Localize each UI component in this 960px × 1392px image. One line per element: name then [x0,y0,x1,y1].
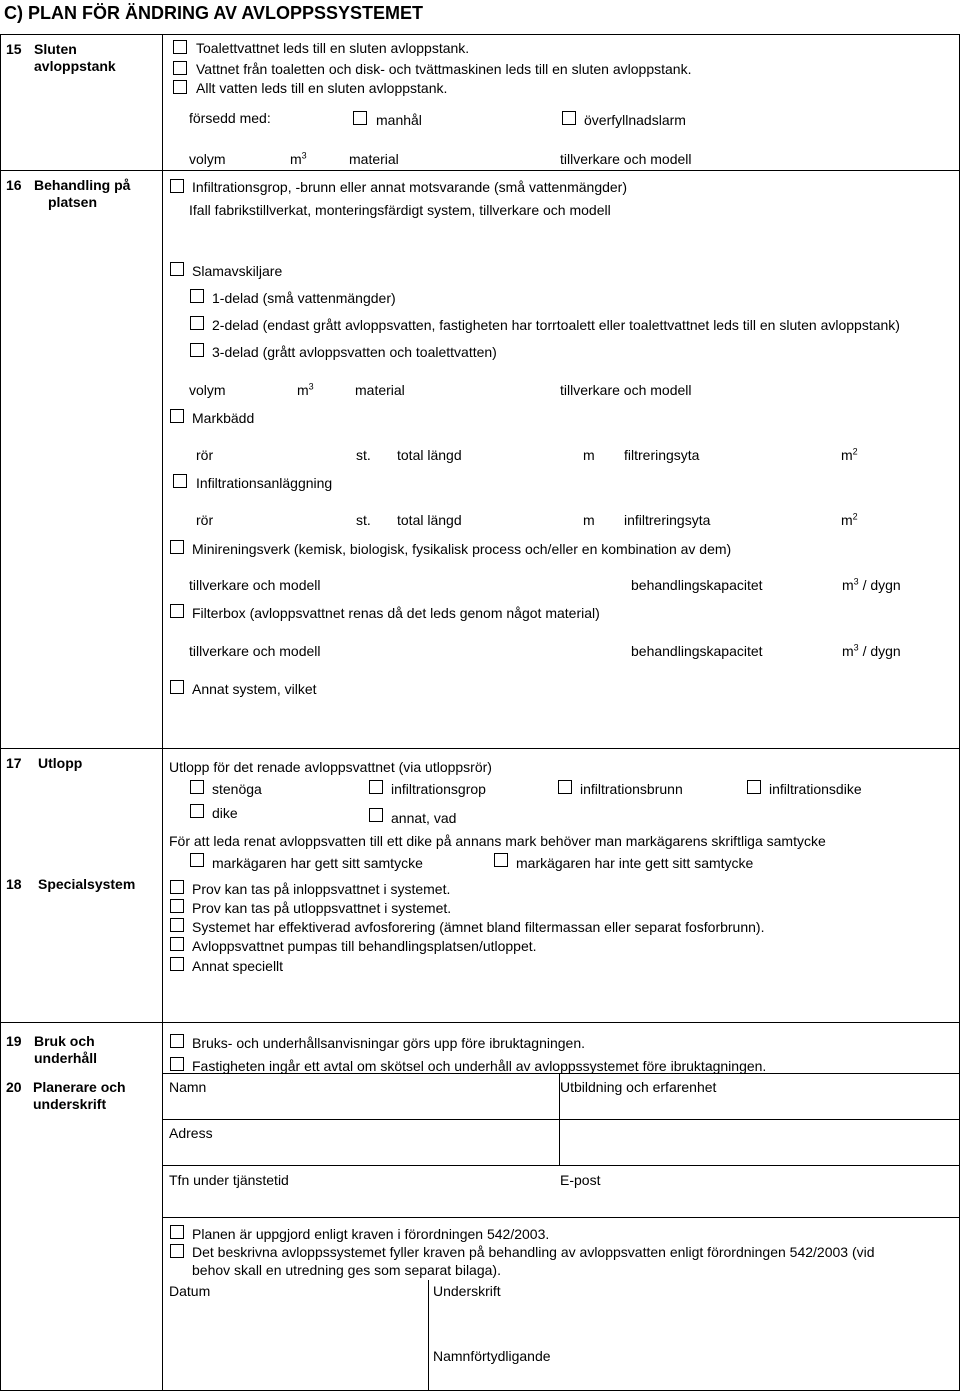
checkbox-toalettvattnet[interactable] [173,40,187,54]
checkbox-filterbox[interactable] [170,604,184,618]
option-label: Bruks- och underhållsanvisningar görs upp före ibruktagningen. [192,1035,586,1051]
field-label: volym [189,382,226,398]
checkbox-manhal[interactable] [353,111,367,125]
unit-label: $m^3$ / dygn [842,642,901,659]
divider [162,1217,960,1218]
unit-label: $m^3$ [290,150,307,167]
divider [0,170,960,171]
checkbox-markbadd[interactable] [170,409,184,423]
checkbox-3-delad[interactable] [190,343,204,357]
checkbox-plan-forordning[interactable] [170,1225,184,1239]
checkbox-allt-vatten[interactable] [173,80,187,94]
checkbox-infiltrationsgrop-utlopp[interactable] [369,780,383,794]
option-label: infiltrationsdike [769,781,862,797]
field-label: st. [356,447,371,463]
checkbox-samtycke-ja[interactable] [190,853,204,867]
option-label: 1-delad (små vattenmängder) [212,290,396,306]
divider [162,34,163,170]
section-label: Utlopp [38,755,83,771]
option-label: manhål [376,112,422,128]
option-label: Det beskrivna avloppssystemet fyller kraven på behandling av avloppsvatten enligt förordningen 542/2003 (vid [192,1244,875,1260]
namn-field[interactable]: Namn [169,1079,207,1095]
checkbox-1-delad[interactable] [190,289,204,303]
field-label: tillverkare och modell [189,577,321,593]
checkbox-avfosforering[interactable] [170,918,184,932]
checkbox-infiltrationsbrunn[interactable] [558,780,572,794]
field-label: total längd [397,512,462,528]
utbildning-field[interactable]: Utbildning och erfarenhet [560,1079,717,1095]
checkbox-krav-uppfyllda[interactable] [170,1244,184,1258]
option-label: Prov kan tas på inloppsvattnet i systemet. [192,881,451,897]
section-label: Planerare och [33,1079,126,1095]
section-number: 16 [6,177,22,193]
section-number: 18 [6,876,22,892]
option-label: Filterbox (avloppsvattnet renas då det leds genom något material) [192,605,600,621]
field-label: försedd med: [189,110,271,126]
checkbox-pumpas[interactable] [170,937,184,951]
field-label: Utlopp för det renade avloppsvattnet (via utloppsrör) [169,759,492,775]
option-label: 2-delad (endast grått avloppsvatten, fastigheten har torrtoalett eller toalettvattnet leds till en sluten avloppstank) [212,317,900,333]
checkbox-overfyllnadslarm[interactable] [562,111,576,125]
checkbox-annat-speciellt[interactable] [170,957,184,971]
adress-field[interactable]: Adress [169,1125,213,1141]
divider [0,748,960,749]
field-label: st. [356,512,371,528]
option-label: Infiltrationsanläggning [196,475,333,491]
option-label: 3-delad (grått avloppsvatten och toalettvatten) [212,344,497,360]
option-label: infiltrationsbrunn [580,781,683,797]
field-label: För att leda renat avloppsvatten till ett dike på annans mark behöver man markägarens skriftliga samtycke [169,833,826,849]
option-label: Annat system, vilket [192,681,317,697]
option-label: markägaren har gett sitt samtycke [212,855,423,871]
divider [162,1119,960,1120]
section-label: platsen [48,194,98,210]
divider [162,170,163,748]
checkbox-infiltrationsgrop[interactable] [170,179,184,193]
divider [162,1165,960,1166]
checkbox-infiltrationsdike[interactable] [747,780,761,794]
section-label: avloppstank [34,58,116,74]
option-label: överfyllnadslarm [584,112,686,128]
section-number: 20 [6,1079,22,1095]
section-label: Specialsystem [38,876,136,892]
section-number: 19 [6,1033,22,1049]
option-label: Fastigheten ingår ett avtal om skötsel och underhåll av avloppssystemet före ibruktagningen. [192,1058,767,1074]
divider [162,748,163,1022]
field-label: tillverkare och modell [560,382,692,398]
option-label: Vattnet från toaletten och disk- och tvättmaskinen leds till en sluten avloppstank. [196,61,692,77]
checkbox-slamavskiljare[interactable] [170,262,184,276]
field-label: tillverkare och modell [189,643,321,659]
option-label: Systemet har effektiverad avfosforering (ämnet bland filtermassan eller separat fosforbrunn). [192,919,765,935]
option-label: Prov kan tas på utloppsvattnet i systemet. [192,900,452,916]
field-label: rör [196,512,214,528]
field-label: infiltreringsyta [624,512,711,528]
unit-label: $m^3$ [297,381,314,398]
option-label: Planen är uppgjord enligt kraven i förordningen 542/2003. [192,1226,550,1242]
checkbox-infiltrationsanlaggning[interactable] [173,474,187,488]
section-label: Behandling på [34,177,131,193]
divider [0,1390,960,1391]
underskrift-field[interactable]: Underskrift [433,1283,501,1299]
datum-field[interactable]: Datum [169,1283,211,1299]
option-label: stenöga [212,781,262,797]
field-label: tillverkare och modell [560,151,692,167]
option-label: Allt vatten leds till en sluten avloppstank. [196,80,448,96]
option-label: Slamavskiljare [192,263,283,279]
unit-label: $m^2$ [841,511,858,528]
section-label: underhåll [34,1050,98,1066]
checkbox-2-delad[interactable] [190,316,204,330]
checkbox-prov-utlopp[interactable] [170,899,184,913]
checkbox-prov-inlopp[interactable] [170,880,184,894]
section-label: Bruk och [34,1033,95,1049]
option-label: markägaren har inte gett sitt samtycke [516,855,754,871]
unit-label: m [583,447,595,463]
checkbox-vattnet-fran-toaletten[interactable] [173,61,187,75]
option-label: Markbädd [192,410,255,426]
section-number: 17 [6,755,22,771]
field-label: behandlingskapacitet [631,577,763,593]
checkbox-samtycke-nej[interactable] [494,853,508,867]
checkbox-stenoga[interactable] [190,780,204,794]
section-label: Sluten [34,41,77,57]
option-label: dike [212,805,238,821]
option-label: Minireningsverk (kemisk, biologisk, fysikalisk process och/eller en kombination av dem) [192,541,732,557]
section-number: 15 [6,41,22,57]
divider [162,1022,163,1390]
tfn-field[interactable]: Tfn under tjänstetid [169,1172,289,1188]
option-label: behov skall en utredning ges som separat bilaga). [192,1262,501,1278]
checkbox-annat-system[interactable] [170,680,184,694]
field-label: filtreringsyta [624,447,700,463]
field-label: volym [189,151,226,167]
option-label: Avloppsvattnet pumpas till behandlingsplatsen/utloppet. [192,938,537,954]
checkbox-dike[interactable] [190,804,204,818]
field-label: rör [196,447,214,463]
divider [0,34,960,35]
field-label: material [349,151,399,167]
divider [0,1022,960,1023]
checkbox-annat-vad[interactable] [369,808,383,822]
option-label: Infiltrationsgrop, -brunn eller annat motsvarande (små vattenmängder) [192,179,627,195]
checkbox-avtal-skotsel[interactable] [170,1057,184,1071]
option-label: infiltrationsgrop [391,781,486,797]
option-label: annat, vad [391,810,457,826]
section-label: underskrift [33,1096,107,1112]
unit-label: m [583,512,595,528]
divider [428,1280,429,1390]
unit-label: $m^3$ / dygn [842,576,901,593]
option-label: Annat speciellt [192,958,284,974]
namnfortydligande-field[interactable]: Namnförtydligande [433,1348,551,1364]
option-label: Toalettvattnet leds till en sluten avloppstank. [196,40,470,56]
field-label: material [355,382,405,398]
divider [0,34,1,1391]
unit-label: $m^2$ [841,446,858,463]
page-title: C) PLAN FÖR ÄNDRING AV AVLOPPSSYSTEMET [4,3,424,23]
field-label: behandlingskapacitet [631,643,763,659]
epost-field[interactable]: E-post [560,1172,601,1188]
checkbox-bruksanvisningar[interactable] [170,1034,184,1048]
field-label: total längd [397,447,462,463]
checkbox-minireningsverk[interactable] [170,540,184,554]
field-label: Ifall fabrikstillverkat, monteringsfärdigt system, tillverkare och modell [189,202,611,218]
